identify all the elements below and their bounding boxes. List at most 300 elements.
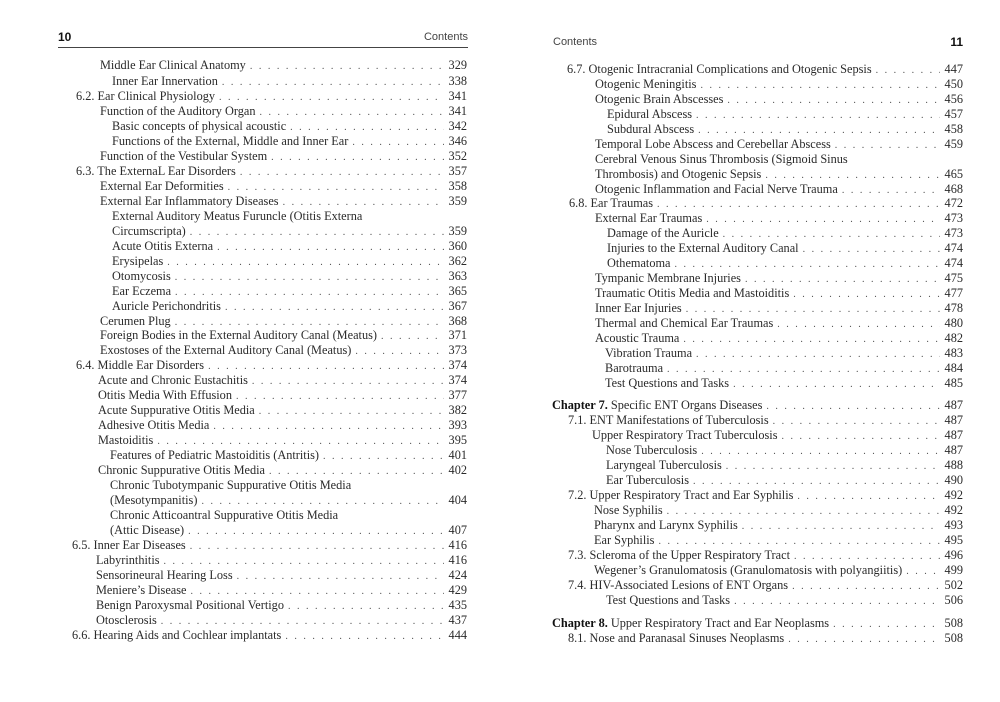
toc-page-number: 474 xyxy=(944,241,963,255)
toc-entry xyxy=(72,538,467,553)
dot-leader xyxy=(288,599,444,614)
toc-entry xyxy=(595,77,963,92)
dot-leader xyxy=(190,225,444,240)
toc-entry xyxy=(96,583,467,598)
dot-leader xyxy=(175,285,444,300)
dot-leader xyxy=(188,524,443,539)
dot-leader xyxy=(237,569,444,584)
toc-page-number: 459 xyxy=(944,137,963,151)
dot-leader xyxy=(686,302,940,317)
dot-leader xyxy=(381,329,444,344)
toc-entry-label: 6.2. Ear Clinical Physiology xyxy=(76,89,216,103)
toc-entry-label: Middle Ear Clinical Anatomy xyxy=(100,58,246,72)
dot-leader xyxy=(259,404,444,419)
toc-page-number: 358 xyxy=(448,179,467,193)
toc-page-number: 352 xyxy=(448,149,467,163)
chapter-title: Specific ENT Organs Diseases xyxy=(610,398,763,412)
toc-entry xyxy=(98,418,467,433)
toc-page-number: 367 xyxy=(448,299,467,313)
toc-entry-label: Basic concepts of physical acoustic xyxy=(112,119,287,133)
toc-page-number: 429 xyxy=(448,583,467,597)
toc-entry xyxy=(112,284,467,299)
toc-entry xyxy=(110,478,467,493)
toc-page-number: 496 xyxy=(944,548,963,562)
toc-entry-label: Tympanic Membrane Injuries xyxy=(595,271,741,285)
toc-page-number: 435 xyxy=(448,598,467,612)
toc-entry-label: Function of the Vestibular System xyxy=(100,149,268,163)
toc-page-number: 484 xyxy=(944,361,963,375)
dot-leader xyxy=(667,504,940,519)
toc-entry-label: Thermal and Chemical Ear Traumas xyxy=(595,316,774,330)
dot-leader xyxy=(794,549,940,564)
toc-entry xyxy=(606,458,963,473)
toc-entry-label: Labyrinthitis xyxy=(96,553,160,567)
dot-leader xyxy=(250,59,444,74)
toc-page-number: 490 xyxy=(944,473,963,487)
dot-leader xyxy=(726,459,940,474)
toc-page-number: 508 xyxy=(944,631,963,645)
dot-leader xyxy=(745,272,940,287)
toc-entry-label: Foreign Bodies in the External Auditory Canal (Meatus) xyxy=(100,328,377,342)
toc-entry-label: Meniere’s Disease xyxy=(96,583,187,597)
toc-entry xyxy=(607,107,963,122)
toc-entry-label: External Ear Inflammatory Diseases xyxy=(100,194,279,208)
toc-entry-label: Pharynx and Larynx Syphilis xyxy=(594,518,738,532)
toc-entry xyxy=(568,413,963,428)
dot-leader xyxy=(675,257,940,272)
toc-page-number: 458 xyxy=(944,122,963,136)
toc-entry xyxy=(605,346,963,361)
toc-entry-label: External Ear Traumas xyxy=(595,211,703,225)
toc-entry xyxy=(112,209,467,224)
toc-page-number: 329 xyxy=(448,58,467,72)
toc-entry-label: Otitis Media With Effusion xyxy=(98,388,232,402)
toc-entry-label: Nose Tuberculosis xyxy=(606,443,698,457)
toc-page-number: 407 xyxy=(448,523,467,537)
toc-page-number: 485 xyxy=(944,376,963,390)
toc-entry xyxy=(606,593,963,608)
toc-entry xyxy=(112,269,467,284)
toc-page-number: 483 xyxy=(944,346,963,360)
toc-page-number: 416 xyxy=(448,553,467,567)
dot-leader xyxy=(696,347,940,362)
toc-page-number: 487 xyxy=(944,413,963,427)
toc-entry-label: Othematoma xyxy=(607,256,671,270)
dot-leader xyxy=(191,584,444,599)
toc-entry xyxy=(110,508,467,523)
dot-leader xyxy=(876,63,940,78)
toc-entry xyxy=(594,518,963,533)
toc-page-number: 492 xyxy=(944,503,963,517)
dot-leader xyxy=(167,255,443,270)
toc-entry xyxy=(607,226,963,241)
toc-page-number: 475 xyxy=(944,271,963,285)
dot-leader xyxy=(734,594,939,609)
toc-entry xyxy=(110,523,467,538)
running-head: Contents xyxy=(423,31,468,43)
toc-page-number: 373 xyxy=(448,343,467,357)
toc-page-number: 374 xyxy=(448,373,467,387)
toc-entry-label: 7.4. HIV-Associated Lesions of ENT Organs xyxy=(568,578,789,592)
toc-entry xyxy=(594,563,963,578)
toc-entry-label: (Mesotympanitis) xyxy=(110,493,198,507)
toc-entry-label: Otogenic Inflammation and Facial Nerve Trauma xyxy=(595,182,838,196)
dot-leader xyxy=(797,489,939,504)
toc-entry xyxy=(594,503,963,518)
toc-entry-label: Ear Syphilis xyxy=(594,533,655,547)
toc-page-number: 493 xyxy=(944,518,963,532)
toc-page-number: 456 xyxy=(944,92,963,106)
toc-page-number: 382 xyxy=(448,403,467,417)
toc-entry xyxy=(100,149,467,164)
toc-entry xyxy=(568,578,963,593)
toc-entry xyxy=(72,628,467,643)
chapter-number: Chapter 8. xyxy=(552,616,608,630)
toc-entry xyxy=(100,58,467,73)
toc-entry xyxy=(96,613,467,628)
dot-leader xyxy=(700,78,939,93)
toc-page-number: 450 xyxy=(944,77,963,91)
toc-entry xyxy=(595,301,963,316)
dot-leader xyxy=(696,108,940,123)
toc-entry-label: Upper Respiratory Tract Tuberculosis xyxy=(592,428,778,442)
dot-leader xyxy=(781,429,939,444)
toc-page-number: 404 xyxy=(448,493,467,507)
dot-leader xyxy=(742,519,940,534)
toc-entry-label xyxy=(552,616,829,631)
dot-leader xyxy=(657,197,940,212)
toc-entry-label: Erysipelas xyxy=(112,254,164,268)
dot-leader xyxy=(164,554,444,569)
toc-entry-label: Acoustic Trauma xyxy=(595,331,680,345)
toc-page-number: 401 xyxy=(448,448,467,462)
dot-leader xyxy=(217,240,443,255)
toc-entry xyxy=(595,167,963,182)
dot-leader xyxy=(693,474,940,489)
toc-page-number: 424 xyxy=(448,568,467,582)
toc-page-number: 342 xyxy=(448,119,467,133)
toc-entry-label: Chronic Tubotympanic Suppurative Otitis Media xyxy=(110,478,352,492)
toc-entry xyxy=(100,314,467,329)
toc-list xyxy=(500,0,1000,702)
toc-page-number: 346 xyxy=(448,134,467,148)
toc-entry-label: 6.4. Middle Ear Disorders xyxy=(76,358,205,372)
dot-leader xyxy=(240,165,444,180)
toc-entry xyxy=(100,194,467,209)
dot-leader xyxy=(792,579,939,594)
toc-entry xyxy=(592,428,963,443)
toc-entry-label: Epidural Abscess xyxy=(607,107,693,121)
toc-entry xyxy=(568,631,963,646)
toc-page-number: 474 xyxy=(944,256,963,270)
toc-page-number: 402 xyxy=(448,463,467,477)
toc-entry-label: 7.1. ENT Manifestations of Tuberculosis xyxy=(568,413,769,427)
toc-entry-label: 7.2. Upper Respiratory Tract and Ear Syphilis xyxy=(568,488,794,502)
toc-entry xyxy=(98,433,467,448)
toc-entry xyxy=(98,373,467,388)
dot-leader xyxy=(285,629,443,644)
toc-entry-label: 6.6. Hearing Aids and Cochlear implantats xyxy=(72,628,282,642)
toc-entry xyxy=(98,403,467,418)
toc-page-number: 444 xyxy=(448,628,467,642)
dot-leader xyxy=(190,539,444,554)
toc-entry-label: Otogenic Meningitis xyxy=(595,77,697,91)
toc-entry-label: 8.1. Nose and Paranasal Sinuses Neoplasms xyxy=(568,631,785,645)
toc-page-number: 368 xyxy=(448,314,467,328)
toc-page-number: 495 xyxy=(944,533,963,547)
dot-leader xyxy=(225,300,444,315)
toc-entry-label: 7.3. Scleroma of the Upper Respiratory Tract xyxy=(568,548,790,562)
toc-page-number: 492 xyxy=(944,488,963,502)
toc-entry-label: Test Questions and Tasks xyxy=(605,376,730,390)
toc-entry xyxy=(568,488,963,503)
toc-entry-label: External Auditory Meatus Furuncle (Otitis Externa xyxy=(112,209,363,223)
toc-chapter-entry xyxy=(552,398,963,413)
toc-entry xyxy=(605,361,963,376)
toc-page-number: 341 xyxy=(448,89,467,103)
toc-page-number: 487 xyxy=(944,398,963,412)
toc-page-number: 362 xyxy=(448,254,467,268)
toc-entry-label: Wegener’s Granulomatosis (Granulomatosis with polyangiitis) xyxy=(594,563,903,577)
toc-page-number: 487 xyxy=(944,443,963,457)
toc-page-number: 393 xyxy=(448,418,467,432)
dot-leader xyxy=(219,90,444,105)
toc-entry xyxy=(595,271,963,286)
toc-page-number: 482 xyxy=(944,331,963,345)
toc-entry-label: Functions of the External, Middle and Inner Ear xyxy=(112,134,349,148)
toc-entry-label: External Ear Deformities xyxy=(100,179,224,193)
dot-leader xyxy=(271,150,443,165)
toc-entry xyxy=(567,62,963,77)
toc-entry-label: (Attic Disease) xyxy=(110,523,185,537)
toc-entry xyxy=(76,164,467,179)
toc-entry xyxy=(595,316,963,331)
toc-entry xyxy=(100,104,467,119)
toc-entry xyxy=(605,376,963,391)
toc-entry xyxy=(595,152,963,167)
toc-entry xyxy=(96,598,467,613)
toc-entry-label: Thrombosis) and Otogenic Sepsis xyxy=(595,167,762,181)
toc-entry-label: Chronic Atticoantral Suppurative Otitis Media xyxy=(110,508,339,522)
toc-page-number: 506 xyxy=(944,593,963,607)
toc-entry xyxy=(112,239,467,254)
toc-entry-label: Sensorineural Hearing Loss xyxy=(96,568,233,582)
dot-leader xyxy=(222,75,444,90)
dot-leader xyxy=(727,93,939,108)
toc-page-number: 465 xyxy=(944,167,963,181)
toc-entry-label: Mastoiditis xyxy=(98,433,154,447)
toc-page-number: 508 xyxy=(944,616,963,630)
dot-leader xyxy=(352,135,443,150)
toc-page-number: 488 xyxy=(944,458,963,472)
toc-entry-label: Traumatic Otitis Media and Mastoiditis xyxy=(595,286,790,300)
toc-entry xyxy=(100,179,467,194)
dot-leader xyxy=(698,123,939,138)
toc-page-number: 371 xyxy=(448,328,467,342)
toc-page-number: 359 xyxy=(448,224,467,238)
dot-leader xyxy=(355,344,443,359)
dot-leader xyxy=(683,332,939,347)
right-page xyxy=(500,0,1000,702)
toc-entry-label: Nose Syphilis xyxy=(594,503,663,517)
toc-entry-label: Otosclerosis xyxy=(96,613,157,627)
dot-leader xyxy=(201,494,443,509)
toc-page-number: 473 xyxy=(944,226,963,240)
dot-leader xyxy=(175,270,444,285)
toc-entry-label: Barotrauma xyxy=(605,361,664,375)
dot-leader xyxy=(803,242,940,257)
toc-entry-label: Acute and Chronic Eustachitis xyxy=(98,373,248,387)
toc-entry xyxy=(112,119,467,134)
toc-page-number: 341 xyxy=(448,104,467,118)
toc-entry xyxy=(110,448,467,463)
toc-entry-label: 6.5. Inner Ear Diseases xyxy=(72,538,186,552)
toc-entry-label: Exostoses of the External Auditory Canal (Meatus) xyxy=(100,343,352,357)
dot-leader xyxy=(252,374,444,389)
toc-page-number: 480 xyxy=(944,316,963,330)
dot-leader xyxy=(228,180,444,195)
dot-leader xyxy=(213,419,443,434)
toc-entry xyxy=(606,443,963,458)
toc-entry xyxy=(607,122,963,137)
toc-entry-label: Features of Pediatric Mastoiditis (Antritis) xyxy=(110,448,320,462)
dot-leader xyxy=(260,105,444,120)
dot-leader xyxy=(208,359,443,374)
toc-entry xyxy=(595,92,963,107)
toc-entry-label: Adhesive Otitis Media xyxy=(98,418,210,432)
toc-entry xyxy=(112,224,467,239)
toc-entry xyxy=(606,473,963,488)
toc-page-number: 377 xyxy=(448,388,467,402)
toc-entry-label: Otomycosis xyxy=(112,269,171,283)
toc-entry-label: 6.3. The ExternaL Ear Disorders xyxy=(76,164,236,178)
toc-entry-label: Laryngeal Tuberculosis xyxy=(606,458,722,472)
toc-page-number: 365 xyxy=(448,284,467,298)
dot-leader xyxy=(833,617,939,632)
toc-entry-label: Inner Ear Injuries xyxy=(595,301,682,315)
toc-page-number: 472 xyxy=(944,196,963,210)
toc-entry xyxy=(595,137,963,152)
toc-entry-label: Function of the Auditory Organ xyxy=(100,104,256,118)
toc-chapter-entry xyxy=(552,616,963,631)
toc-entry xyxy=(112,254,467,269)
toc-entry xyxy=(112,299,467,314)
toc-page-number: 437 xyxy=(448,613,467,627)
toc-page-number: 374 xyxy=(448,358,467,372)
toc-entry-label: Test Questions and Tasks xyxy=(606,593,731,607)
toc-entry-label: Benign Paroxysmal Positional Vertigo xyxy=(96,598,284,612)
toc-entry-label xyxy=(552,398,762,413)
dot-leader xyxy=(701,444,939,459)
toc-entry xyxy=(595,331,963,346)
dot-leader xyxy=(906,564,939,579)
toc-entry xyxy=(100,328,467,343)
toc-entry xyxy=(569,196,963,211)
toc-page-number: 487 xyxy=(944,428,963,442)
toc-entry-label: Vibration Trauma xyxy=(605,346,693,360)
toc-entry-label: Damage of the Auricle xyxy=(607,226,719,240)
chapter-number: Chapter 7. xyxy=(552,398,608,412)
dot-leader xyxy=(667,362,940,377)
toc-page-number: 478 xyxy=(944,301,963,315)
dot-leader xyxy=(706,212,939,227)
toc-entry-label: Cerumen Plug xyxy=(100,314,171,328)
toc-page-number: 416 xyxy=(448,538,467,552)
toc-page-number: 338 xyxy=(448,74,467,88)
toc-page-number: 473 xyxy=(944,211,963,225)
toc-entry-label: Acute Otitis Externa xyxy=(112,239,214,253)
dot-leader xyxy=(765,168,939,183)
toc-entry-label: Inner Ear Innervation xyxy=(112,74,218,88)
dot-leader xyxy=(777,317,939,332)
toc-page-number: 499 xyxy=(944,563,963,577)
toc-entry xyxy=(100,343,467,358)
toc-page-number: 447 xyxy=(944,62,963,76)
toc-entry-label: 6.7. Otogenic Intracranial Complications and Otogenic Sepsis xyxy=(567,62,872,76)
dot-leader xyxy=(157,434,443,449)
toc-entry xyxy=(98,388,467,403)
toc-page-number: 359 xyxy=(448,194,467,208)
dot-leader xyxy=(788,632,939,647)
dot-leader xyxy=(733,377,939,392)
toc-page-number: 502 xyxy=(944,578,963,592)
page-number: 11 xyxy=(950,35,963,49)
toc-entry xyxy=(594,533,963,548)
dot-leader xyxy=(290,120,443,135)
toc-entry-label: Auricle Perichondritis xyxy=(112,299,221,313)
toc-page-number: 457 xyxy=(944,107,963,121)
toc-entry-label: 6.8. Ear Traumas xyxy=(569,196,654,210)
toc-entry-label: Ear Eczema xyxy=(112,284,172,298)
toc-page-number: 468 xyxy=(944,182,963,196)
dot-leader xyxy=(723,227,940,242)
toc-entry-label: Temporal Lobe Abscess and Cerebellar Abscess xyxy=(595,137,831,151)
chapter-title: Upper Respiratory Tract and Ear Neoplasms xyxy=(610,616,830,630)
toc-entry-label: Cerebral Venous Sinus Thrombosis (Sigmoid Sinus xyxy=(595,152,848,166)
dot-leader xyxy=(269,464,444,479)
toc-entry xyxy=(110,493,467,508)
dot-leader xyxy=(236,389,444,404)
dot-leader xyxy=(793,287,939,302)
dot-leader xyxy=(658,534,939,549)
running-head: Contents xyxy=(553,36,598,48)
toc-entry xyxy=(607,256,963,271)
toc-entry xyxy=(96,553,467,568)
toc-entry xyxy=(595,286,963,301)
toc-entry xyxy=(112,134,467,149)
toc-entry-label: Circumscripta) xyxy=(112,224,186,238)
toc-entry xyxy=(112,74,467,89)
dot-leader xyxy=(766,399,939,414)
toc-entry-label: Subdural Abscess xyxy=(607,122,695,136)
toc-entry xyxy=(98,463,467,478)
toc-entry xyxy=(96,568,467,583)
toc-entry xyxy=(76,89,467,104)
toc-entry xyxy=(568,548,963,563)
toc-entry-label: Chronic Suppurative Otitis Media xyxy=(98,463,266,477)
dot-leader xyxy=(161,614,444,629)
toc-entry xyxy=(76,358,467,373)
dot-leader xyxy=(773,414,940,429)
toc-entry xyxy=(607,241,963,256)
toc-page-number: 477 xyxy=(944,286,963,300)
toc-page-number: 357 xyxy=(448,164,467,178)
toc-page-number: 363 xyxy=(448,269,467,283)
toc-entry-label: Acute Suppurative Otitis Media xyxy=(98,403,255,417)
page-number: 10 xyxy=(58,30,72,44)
toc-page-number: 395 xyxy=(448,433,467,447)
toc-entry-label: Otogenic Brain Abscesses xyxy=(595,92,724,106)
